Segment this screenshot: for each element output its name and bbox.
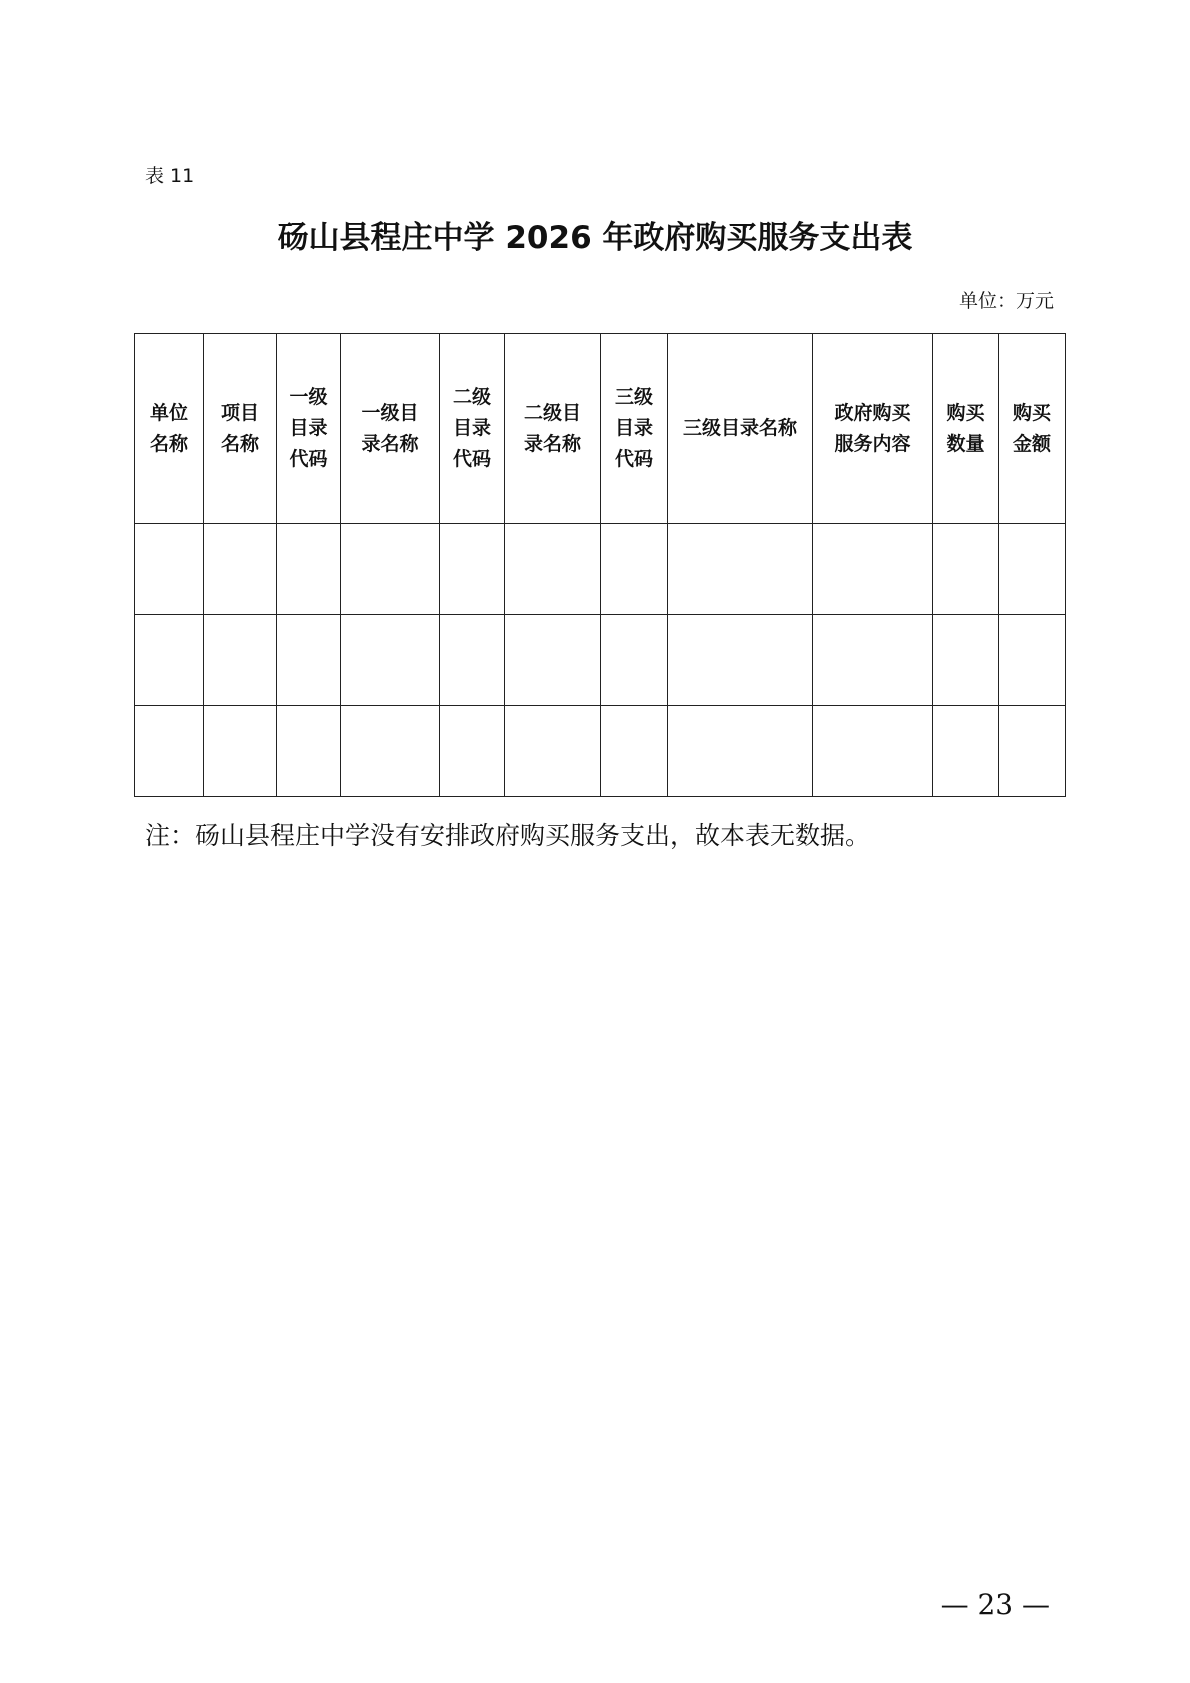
table-cell — [204, 524, 277, 615]
table-cell — [601, 706, 668, 797]
header-level3-code — [601, 334, 668, 524]
table-cell — [341, 615, 440, 706]
header-line: 代码 — [289, 448, 328, 470]
header-line: 录名称 — [523, 432, 581, 455]
table-cell — [813, 524, 933, 615]
table-cell — [999, 615, 1066, 706]
header-unit-name — [135, 334, 204, 524]
page-number: — 23 — — [940, 1588, 1050, 1621]
table-row — [135, 524, 1066, 615]
page-title: 砀山县程庄中学 2026 年政府购买服务支出表 — [277, 220, 913, 256]
header-level2-code — [440, 334, 505, 524]
table-cell — [933, 524, 999, 615]
table-cell — [440, 706, 505, 797]
table-cell — [204, 706, 277, 797]
header-line: 二级 — [452, 386, 491, 408]
header-level2-name — [505, 334, 601, 524]
table-note: 注：砀山县程庄中学没有安排政府购买服务支出，故本表无数据。 — [145, 821, 871, 850]
header-line: 单位 — [149, 401, 188, 424]
header-line: 购买 — [946, 401, 985, 424]
table-cell — [341, 706, 440, 797]
header-line: 目录 — [452, 417, 491, 439]
table-cell — [668, 524, 813, 615]
table-cell — [505, 706, 601, 797]
table-cell — [135, 524, 204, 615]
header-line: 名称 — [220, 432, 259, 455]
header-line: 名称 — [149, 432, 188, 455]
table-row — [135, 615, 1066, 706]
header-line: 服务内容 — [834, 432, 911, 455]
table-cell — [999, 524, 1066, 615]
table-cell — [341, 524, 440, 615]
table-cell — [813, 615, 933, 706]
table-row — [135, 706, 1066, 797]
header-line: 代码 — [452, 448, 491, 470]
header-level3-name — [668, 334, 813, 524]
header-line: 目录 — [289, 417, 328, 439]
header-line: 数量 — [946, 432, 985, 455]
header-line: 录名称 — [361, 432, 419, 455]
header-line: 金额 — [1012, 432, 1051, 455]
table-cell — [277, 706, 341, 797]
header-line: 代码 — [614, 448, 653, 470]
table-cell — [668, 615, 813, 706]
header-line: 购买 — [1012, 401, 1051, 424]
header-line: 一级目 — [361, 401, 419, 424]
header-amount — [999, 334, 1066, 524]
table-label: 表 11 — [145, 165, 195, 187]
header-line: 三级目录名称 — [682, 417, 797, 439]
table-cell — [440, 615, 505, 706]
table-cell — [204, 615, 277, 706]
header-level1-code — [277, 334, 341, 524]
header-line: 项目 — [220, 401, 259, 424]
header-line: 政府购买 — [834, 401, 911, 424]
header-service-content — [813, 334, 933, 524]
header-line: 二级目 — [523, 401, 581, 424]
table-cell — [813, 706, 933, 797]
unit-label: 单位：万元 — [958, 290, 1054, 312]
header-line: 一级 — [289, 386, 328, 408]
table-cell — [601, 524, 668, 615]
table-header-row — [135, 334, 1066, 524]
table-cell — [933, 615, 999, 706]
table-cell — [277, 615, 341, 706]
expenditure-table — [134, 333, 1066, 797]
table-cell — [601, 615, 668, 706]
table-body — [135, 524, 1066, 797]
table-cell — [135, 615, 204, 706]
table-cell — [135, 706, 204, 797]
table-cell — [933, 706, 999, 797]
header-project-name — [204, 334, 277, 524]
header-level1-name — [341, 334, 440, 524]
table-cell — [277, 524, 341, 615]
table-cell — [505, 615, 601, 706]
header-quantity — [933, 334, 999, 524]
table-cell — [668, 706, 813, 797]
table-cell — [999, 706, 1066, 797]
header-line: 三级 — [614, 386, 653, 408]
table-cell — [505, 524, 601, 615]
header-line: 目录 — [614, 417, 653, 439]
table-cell — [440, 524, 505, 615]
